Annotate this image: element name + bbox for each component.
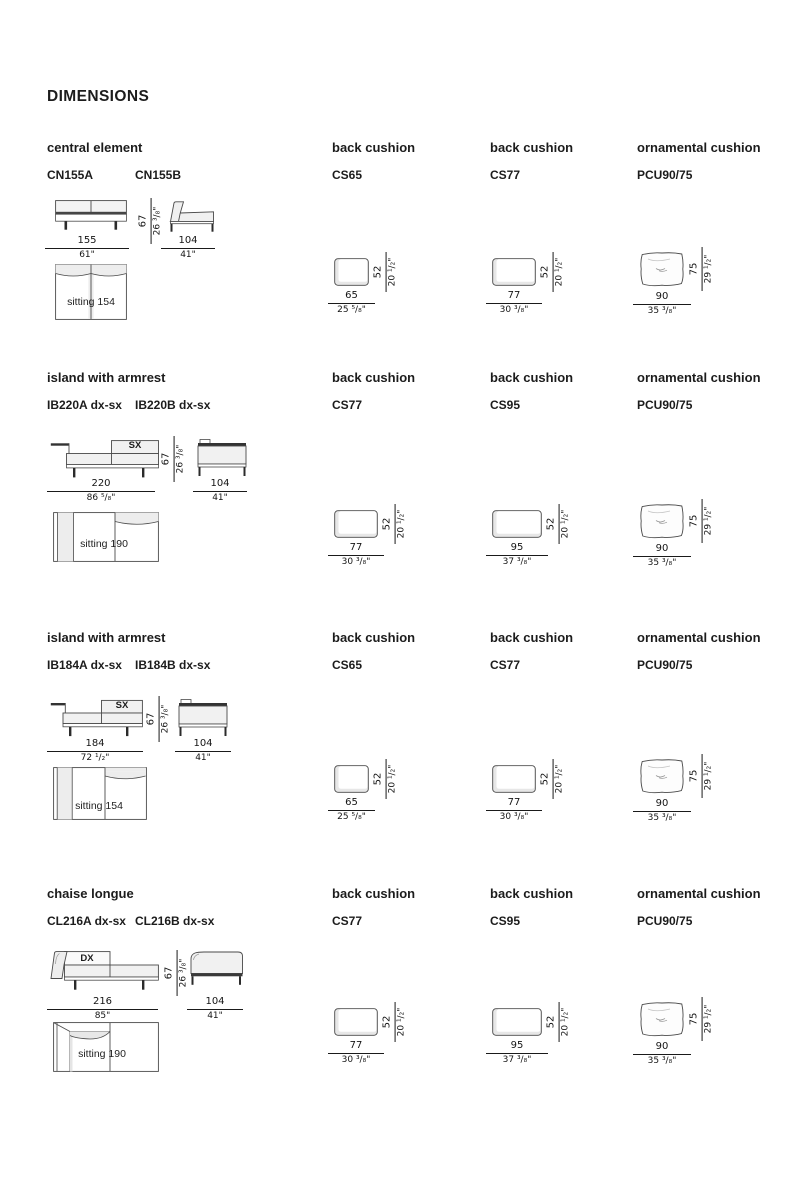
cushion-height-dimension — [539, 759, 565, 799]
cushion-title: back cushion — [332, 630, 416, 645]
section-central-element — [47, 140, 792, 390]
dim-cm-value: 52 — [382, 1002, 396, 1042]
cushion-title: ornamental cushion — [637, 886, 761, 901]
model-code: CL216A dx-sx — [47, 914, 126, 928]
height-dimension — [163, 950, 189, 996]
cushion-height-dimension — [545, 1002, 571, 1042]
cushion-code: PCU90/75 — [637, 398, 693, 412]
side-view-drawing — [197, 438, 247, 478]
cushion-code: CS77 — [490, 658, 521, 672]
dim-cm-value: 75 — [689, 754, 703, 798]
dim-in-value: 35 ³/₈" — [647, 1055, 677, 1066]
dim-in-value: 85" — [94, 1010, 111, 1021]
dim-cm-value: 75 — [689, 247, 703, 291]
section-title: central element — [47, 140, 143, 155]
dim-in-value: 41" — [212, 492, 228, 503]
dim-in-value: 26 ³/₈" — [160, 704, 171, 734]
dim-cm-value: 90 — [655, 1041, 669, 1052]
dim-cm-value: 67 — [146, 696, 160, 742]
cushion-height-dimension — [539, 252, 565, 292]
dim-in-value: 61" — [79, 249, 95, 260]
front-view-drawing — [55, 200, 127, 232]
cushion-column — [490, 370, 635, 567]
dim-cm-value: 104 — [210, 478, 230, 489]
ornamental-cushion-drawing — [639, 1001, 714, 1066]
cushion-code: CS77 — [490, 168, 521, 182]
model-codes — [47, 398, 210, 412]
cushion-width-dimension — [633, 1041, 691, 1066]
cushion-code: PCU90/75 — [637, 168, 693, 182]
model-code: IB184A dx-sx — [47, 658, 122, 672]
dim-cm-value: 52 — [540, 759, 554, 799]
back-cushion-drawing — [492, 257, 565, 315]
dim-cm-value: 65 — [345, 797, 358, 808]
dim-cm-value: 52 — [382, 504, 396, 544]
dim-in-value: 41" — [207, 1010, 223, 1021]
back-cushion-drawing — [492, 1007, 571, 1065]
ornamental-cushion-drawing — [639, 758, 714, 823]
dim-in-value: 20 ¹/₂" — [396, 1007, 407, 1037]
cushion-column — [490, 886, 635, 1065]
depth-dimension — [187, 996, 243, 1021]
dim-cm-value: 104 — [193, 738, 213, 749]
cushion-width-dimension — [486, 542, 548, 567]
cushion-width-dimension — [633, 798, 691, 823]
dim-in-value: 41" — [180, 249, 196, 260]
cushion-title: ornamental cushion — [637, 140, 761, 155]
top-view-drawing — [53, 512, 159, 562]
cushion-height-dimension — [688, 247, 714, 291]
ornamental-cushion-drawing — [639, 503, 714, 568]
side-view-drawing — [168, 200, 216, 232]
width-dimension — [47, 996, 158, 1021]
dim-cm-value: 77 — [507, 797, 521, 808]
cushion-height-dimension — [381, 1002, 407, 1042]
dim-cm-value: 155 — [77, 235, 97, 246]
cushion-width-dimension — [633, 543, 691, 568]
dim-cm-value: 90 — [655, 798, 669, 809]
cushion-title: back cushion — [490, 630, 574, 645]
dim-in-value: 35 ³/₈" — [647, 812, 677, 823]
back-cushion-drawing — [334, 509, 407, 567]
cushion-column — [332, 370, 482, 567]
cushion-code: PCU90/75 — [637, 914, 693, 928]
section-island-ib220 — [47, 370, 792, 620]
cushion-title: back cushion — [332, 370, 416, 385]
model-codes — [47, 168, 181, 182]
cushion-title: back cushion — [490, 370, 574, 385]
cushion-height-dimension — [688, 997, 714, 1041]
dim-cm-value: 67 — [161, 436, 175, 482]
dim-cm-value: 52 — [546, 504, 560, 544]
cushion-height-dimension — [381, 504, 407, 544]
cushion-height-dimension — [372, 252, 398, 292]
model-code: CN155A — [47, 168, 94, 182]
dim-cm-value: 220 — [91, 478, 111, 489]
cushion-width-dimension — [328, 542, 384, 567]
back-cushion-drawing — [334, 764, 398, 822]
model-code: CL216B dx-sx — [135, 914, 215, 928]
dim-cm-value: 184 — [85, 738, 105, 749]
cushion-code: CS77 — [332, 398, 363, 412]
dim-in-value: 20 ¹/₂" — [554, 764, 565, 794]
cushion-code: CS95 — [490, 914, 521, 928]
model-code: IB220A dx-sx — [47, 398, 122, 412]
dim-in-value: 30 ³/₈" — [341, 1054, 371, 1065]
section-title: chaise longue — [47, 886, 134, 901]
section-title: island with armrest — [47, 370, 166, 385]
back-cushion-drawing — [492, 764, 565, 822]
dim-in-value: 29 ¹/₂" — [703, 1004, 714, 1034]
cushion-height-dimension — [688, 754, 714, 798]
dim-cm-value: 75 — [689, 997, 703, 1041]
cushion-title: ornamental cushion — [637, 370, 761, 385]
cushion-title: back cushion — [490, 886, 574, 901]
model-codes — [47, 658, 210, 672]
dim-cm-value: 216 — [92, 996, 113, 1007]
depth-dimension — [175, 738, 231, 763]
dim-in-value: 29 ¹/₂" — [703, 761, 714, 791]
cushion-title: back cushion — [332, 140, 416, 155]
dim-in-value: 20 ¹/₂" — [560, 1007, 571, 1037]
width-dimension — [45, 235, 129, 260]
depth-dimension — [161, 235, 215, 260]
cushion-column — [490, 140, 635, 315]
sitting-label: sitting 190 — [78, 1048, 126, 1060]
dim-cm-value: 104 — [205, 996, 225, 1007]
cushion-title: ornamental cushion — [637, 630, 761, 645]
dim-in-value: 29 ¹/₂" — [703, 506, 714, 536]
main-column — [47, 886, 322, 1060]
cushion-width-dimension — [633, 291, 691, 316]
cushion-column — [637, 630, 792, 823]
back-cushion-drawing — [492, 509, 571, 567]
cushion-code: PCU90/75 — [637, 658, 693, 672]
cushion-column — [637, 140, 792, 316]
model-codes — [47, 914, 214, 928]
dim-cm-value: 77 — [507, 290, 521, 301]
cushion-column — [637, 886, 792, 1066]
dim-in-value: 20 ¹/₂" — [387, 257, 398, 287]
cushion-column — [637, 370, 792, 568]
dim-in-value: 30 ³/₈" — [499, 304, 529, 315]
side-view-drawing — [190, 950, 244, 988]
dim-in-value: 25 ⁵/₈" — [337, 304, 366, 315]
cushion-height-dimension — [372, 759, 398, 799]
back-cushion-drawing — [334, 257, 398, 315]
sitting-label: sitting 154 — [75, 800, 123, 812]
dim-in-value: 29 ¹/₂" — [703, 254, 714, 284]
top-view-drawing — [55, 264, 127, 320]
cushion-width-dimension — [486, 1040, 548, 1065]
cushion-width-dimension — [328, 797, 375, 822]
dim-cm-value: 52 — [540, 252, 554, 292]
dim-in-value: 30 ³/₈" — [341, 556, 371, 567]
side-view-drawing — [178, 698, 228, 738]
dim-in-value: 30 ³/₈" — [499, 811, 529, 822]
orientation-badge: DX — [80, 953, 94, 964]
dim-cm-value: 52 — [546, 1002, 560, 1042]
dim-cm-value: 90 — [655, 543, 669, 554]
cushion-code: CS65 — [332, 168, 363, 182]
dim-cm-value: 67 — [164, 950, 178, 996]
dim-cm-value: 90 — [655, 291, 669, 302]
cushion-column — [332, 886, 482, 1065]
dim-in-value: 35 ³/₈" — [647, 557, 677, 568]
dim-in-value: 26 ³/₈" — [152, 206, 163, 236]
height-dimension — [160, 436, 186, 482]
dim-in-value: 26 ³/₈" — [178, 958, 189, 988]
dim-cm-value: 104 — [178, 235, 198, 246]
height-dimension — [137, 198, 163, 244]
cushion-width-dimension — [486, 797, 542, 822]
orientation-badge: SX — [115, 700, 129, 711]
dim-in-value: 20 ¹/₂" — [396, 509, 407, 539]
dim-cm-value: 67 — [138, 198, 152, 244]
cushion-width-dimension — [486, 290, 542, 315]
dim-cm-value: 95 — [510, 1040, 524, 1051]
dim-in-value: 20 ¹/₂" — [387, 764, 398, 794]
dim-cm-value: 65 — [345, 290, 358, 301]
main-column — [47, 370, 322, 550]
top-view-drawing — [53, 767, 147, 820]
cushion-title: back cushion — [490, 140, 574, 155]
dim-in-value: 37 ³/₈" — [502, 556, 532, 567]
section-title: island with armrest — [47, 630, 166, 645]
dim-in-value: 72 ¹/₂" — [80, 752, 110, 763]
cushion-code: CS77 — [332, 914, 363, 928]
width-dimension — [47, 478, 155, 503]
model-code: IB220B dx-sx — [135, 398, 211, 412]
cushion-column — [332, 140, 482, 315]
section-island-ib184 — [47, 630, 792, 880]
dim-in-value: 20 ¹/₂" — [560, 509, 571, 539]
dim-cm-value: 95 — [510, 542, 524, 553]
section-chaise-longue — [47, 886, 792, 1136]
dim-in-value: 26 ³/₈" — [175, 444, 186, 474]
cushion-column — [332, 630, 482, 822]
main-column — [47, 630, 322, 812]
cushion-title: back cushion — [332, 886, 416, 901]
cushion-height-dimension — [545, 504, 571, 544]
ornamental-cushion-drawing — [639, 251, 714, 316]
dim-in-value: 20 ¹/₂" — [554, 257, 565, 287]
cushion-column — [490, 630, 635, 822]
model-code: CN155B — [135, 168, 182, 182]
cushion-width-dimension — [328, 1040, 384, 1065]
cushion-code: CS65 — [332, 658, 363, 672]
dim-in-value: 37 ³/₈" — [502, 1054, 532, 1065]
dim-in-value: 25 ⁵/₈" — [337, 811, 366, 822]
top-view-drawing — [53, 1022, 159, 1072]
orientation-badge: SX — [128, 440, 142, 451]
back-cushion-drawing — [334, 1007, 407, 1065]
sitting-label: sitting 154 — [67, 296, 115, 308]
dim-in-value: 86 ⁵/₈" — [86, 492, 116, 503]
dim-in-value: 41" — [195, 752, 211, 763]
cushion-code: CS95 — [490, 398, 521, 412]
height-dimension — [145, 696, 171, 742]
page-title: DIMENSIONS — [47, 88, 150, 105]
dim-cm-value: 75 — [689, 499, 703, 543]
dim-cm-value: 52 — [373, 759, 387, 799]
model-code: IB184B dx-sx — [135, 658, 211, 672]
width-dimension — [47, 738, 143, 763]
cushion-height-dimension — [688, 499, 714, 543]
depth-dimension — [193, 478, 247, 503]
dim-cm-value: 77 — [349, 1040, 363, 1051]
dim-cm-value: 52 — [373, 252, 387, 292]
dim-in-value: 35 ³/₈" — [647, 305, 677, 316]
main-column — [47, 140, 322, 308]
dim-cm-value: 77 — [349, 542, 363, 553]
cushion-width-dimension — [328, 290, 375, 315]
sitting-label: sitting 190 — [80, 538, 128, 550]
